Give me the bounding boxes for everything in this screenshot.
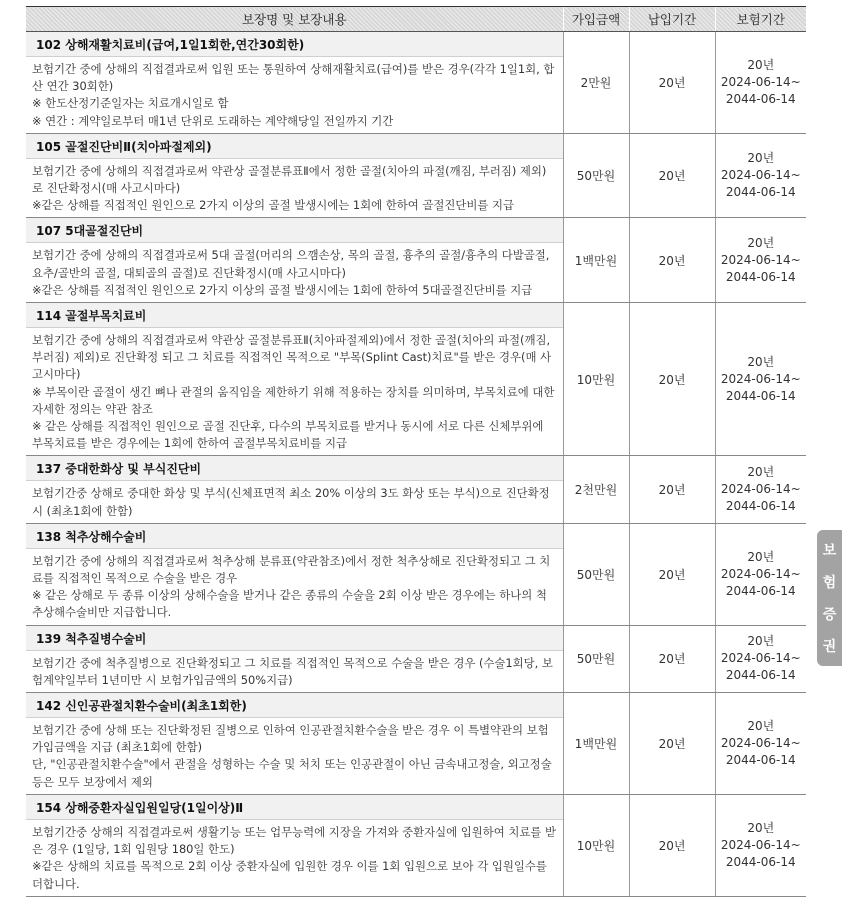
coverage-detail-line: 보험기간중 상해로 중대한 화상 및 부식(신체표면적 최소 20% 이상의 3도 화상 또는 부식)으로 진단확정	[32, 486, 550, 501]
header-amount: 가입금액	[563, 7, 629, 32]
coverage-title: 114 골절부목치료비	[26, 303, 563, 328]
side-tab-char: 증	[822, 607, 837, 623]
coverage-period-start: 2024-06-14~	[720, 482, 801, 497]
payment-period-cell: 20년	[629, 456, 715, 523]
amount-cell: 50만원	[563, 133, 629, 218]
coverage-detail-line: 더합니다.	[32, 876, 80, 891]
coverage-period-cell	[715, 456, 806, 523]
amount-cell: 10만원	[563, 303, 629, 456]
table-row	[26, 693, 806, 795]
side-tab-insurance-policy[interactable]	[817, 530, 842, 666]
coverage-title: 139 척추질병수술비	[26, 626, 563, 651]
coverage-detail-line: 은 경우 (1일당, 1회 입원당 180일 한도)	[32, 842, 235, 857]
coverage-period-years: 20년	[747, 151, 775, 166]
coverage-detail-line: 시 (최초1회에 한함)	[32, 503, 133, 518]
coverage-title: 154 상해중환자실입원일당(1일이상)Ⅱ	[26, 795, 563, 820]
coverage-detail-line: 부목치료를 받은 경우에는 1회에 한하여 골절부목치료비를 지급	[32, 436, 348, 451]
coverage-period-end: 2044-06-14	[725, 854, 796, 869]
coverage-detail	[26, 549, 563, 625]
coverage-period-cell	[715, 133, 806, 218]
coverage-detail-line: 산 연간 30회한)	[32, 79, 114, 94]
coverage-period-start: 2024-06-14~	[720, 168, 801, 183]
coverage-period-start: 2024-06-14~	[720, 651, 801, 666]
payment-period-cell: 20년	[629, 32, 715, 134]
coverage-title: 142 신인공관절치환수술비(최초1회한)	[26, 693, 563, 718]
coverage-period-years: 20년	[747, 235, 775, 250]
coverage-detail	[26, 481, 563, 522]
table-row	[26, 794, 806, 896]
coverage-period-end: 2044-06-14	[725, 388, 796, 403]
amount-cell: 50만원	[563, 625, 629, 692]
amount-cell: 1백만원	[563, 693, 629, 795]
coverage-detail	[26, 243, 563, 302]
coverage-detail-line: ※같은 상해를 직접적인 원인으로 2가지 이상의 골절 발생시에는 1회에 한하여 5대골절진단비를 지급	[32, 282, 533, 297]
table-row	[26, 523, 806, 625]
coverage-description-cell	[26, 523, 563, 625]
coverage-title: 107 5대골절진단비	[26, 218, 563, 243]
coverage-detail-line: 로 진단확정시(매 사고시마다)	[32, 181, 181, 196]
coverage-title: 105 골절진단비Ⅱ(치아파절제외)	[26, 134, 563, 159]
coverage-description-cell	[26, 303, 563, 456]
coverage-detail-line: 요추/골반의 골절, 대퇴골의 골절)로 진단확정시(매 사고시마다)	[32, 265, 346, 280]
coverage-detail-line: ※ 같은 상해를 직접적인 원인으로 골절 진단후, 다수의 부목치료를 받거나 동시에 서로 다른 신체부위에	[32, 419, 544, 434]
coverage-detail-line: ※ 한도산정기준일자는 치료개시일로 함	[32, 96, 229, 111]
table-row	[26, 32, 806, 134]
table-row	[26, 218, 806, 303]
coverage-period-start: 2024-06-14~	[720, 74, 801, 89]
coverage-detail-line: 추상해수술비만 지급합니다.	[32, 605, 172, 620]
amount-cell: 50만원	[563, 523, 629, 625]
coverage-detail-line: 험계약일부터 1년미만 시 보험가입금액의 50%지급)	[32, 672, 293, 687]
coverage-period-end: 2044-06-14	[725, 185, 796, 200]
coverage-detail-line: ※ 연간 : 계약일로부터 매1년 단위로 도래하는 계약해당일 전일까지 기간	[32, 113, 394, 128]
coverage-period-end: 2044-06-14	[725, 269, 796, 284]
coverage-description-cell	[26, 625, 563, 692]
coverage-title: 138 척추상해수술비	[26, 524, 563, 549]
coverage-detail-line: ※같은 상해를 직접적인 원인으로 2가지 이상의 골절 발생시에는 1회에 한하여 골절진단비를 지급	[32, 198, 514, 213]
coverage-detail-line: 등은 모두 보장에서 제외	[32, 774, 153, 789]
side-tab-char: 권	[822, 639, 837, 655]
amount-cell: 1백만원	[563, 218, 629, 303]
coverage-period-years: 20년	[747, 718, 775, 733]
payment-period-cell: 20년	[629, 693, 715, 795]
coverage-description-cell	[26, 456, 563, 523]
coverage-detail-line: 보험기간 중에 척추질병으로 진단확정되고 그 치료를 직접적인 목적으로 수술을 받은 경우 (수술1회당, 보	[32, 655, 553, 670]
side-tab-char: 보	[822, 543, 837, 559]
coverage-detail-line: 보험기간 중에 상해의 직접결과로써 입원 또는 통원하여 상해재활치료(급여)를 받은 경우(각각 1일1회, 합	[32, 62, 555, 76]
coverage-period-cell	[715, 218, 806, 303]
coverage-description-cell	[26, 693, 563, 795]
table-row	[26, 625, 806, 692]
coverage-detail-line: 가입금액을 지급 (최초1회에 한함)	[32, 740, 203, 755]
coverage-period-start: 2024-06-14~	[720, 371, 801, 386]
coverage-title: 137 중대한화상 및 부식진단비	[26, 456, 563, 481]
payment-period-cell: 20년	[629, 133, 715, 218]
coverage-detail-line: 부러짐) 제외)로 진단확정 되고 그 치료를 직접적인 목적으로 "부목(Splint Cast)치료"를 받은 경우(매 사	[32, 350, 552, 365]
coverage-detail	[26, 820, 563, 896]
coverage-period-start: 2024-06-14~	[720, 837, 801, 852]
coverage-period-years: 20년	[747, 549, 775, 564]
table-row	[26, 456, 806, 523]
amount-cell: 10만원	[563, 794, 629, 896]
coverage-period-start: 2024-06-14~	[720, 735, 801, 750]
table-row	[26, 303, 806, 456]
coverage-title: 102 상해재활치료비(급여,1일1회한,연간30회한)	[26, 32, 563, 57]
coverage-detail-line: 료를 직접적인 목적으로 수술을 받은 경우	[32, 571, 238, 586]
header-payment-period: 납입기간	[629, 7, 715, 32]
coverage-detail	[26, 159, 563, 218]
payment-period-cell: 20년	[629, 523, 715, 625]
coverage-detail	[26, 328, 563, 455]
coverage-detail-line: ※ 같은 상해로 두 종류 이상의 상해수술을 받거나 같은 종류의 수술을 2회 이상 받은 경우에는 하나의 척	[32, 588, 547, 603]
coverage-period-end: 2044-06-14	[725, 583, 796, 598]
coverage-period-cell	[715, 523, 806, 625]
side-tab-char: 험	[822, 575, 837, 591]
coverage-period-cell	[715, 794, 806, 896]
coverage-detail-line: 보험기간 중에 상해의 직접결과로써 척추상해 분류표(약관참조)에서 정한 척추상해로 진단확정되고 그 치	[32, 553, 551, 568]
coverage-description-cell	[26, 794, 563, 896]
coverage-detail	[26, 57, 563, 133]
coverage-description-cell	[26, 32, 563, 134]
amount-cell: 2천만원	[563, 456, 629, 523]
amount-cell: 2만원	[563, 32, 629, 134]
payment-period-cell: 20년	[629, 794, 715, 896]
coverage-period-years: 20년	[747, 820, 775, 835]
coverage-detail-line: ※ 부목이란 골절이 생긴 뼈나 관절의 움직임을 제한하기 위해 적용하는 장치를 의미하며, 부목치료에 대한	[32, 384, 555, 399]
coverage-period-years: 20년	[747, 634, 775, 649]
coverage-detail-line: 단, "인공관절치환수술"에서 관절을 성형하는 수술 및 처치 또는 인공관절이 아닌 금속내고정술, 외고정술	[32, 757, 552, 772]
coverage-period-end: 2044-06-14	[725, 752, 796, 767]
coverage-period-years: 20년	[747, 57, 775, 72]
table-body	[26, 32, 806, 897]
coverage-period-cell	[715, 693, 806, 795]
payment-period-cell: 20년	[629, 303, 715, 456]
table-row	[26, 133, 806, 218]
coverage-period-start: 2024-06-14~	[720, 252, 801, 267]
coverage-description-cell	[26, 133, 563, 218]
header-coverage-period: 보험기간	[715, 7, 806, 32]
coverage-period-cell	[715, 625, 806, 692]
coverage-detail	[26, 651, 563, 692]
coverage-period-years: 20년	[747, 354, 775, 369]
payment-period-cell: 20년	[629, 218, 715, 303]
coverage-detail	[26, 718, 563, 794]
coverage-period-cell	[715, 32, 806, 134]
payment-period-cell: 20년	[629, 625, 715, 692]
coverage-detail-line: 자세한 정의는 약관 참조	[32, 401, 153, 416]
coverage-detail-line: 보험기간 중에 상해의 직접결과로써 약관상 골절분류표Ⅱ에서 정한 골절(치아의 파절(깨짐, 부러짐) 제외)	[32, 163, 547, 178]
coverage-period-start: 2024-06-14~	[720, 566, 801, 581]
coverage-detail-line: 보험기간 중에 상해 또는 진단확정된 질병으로 인하여 인공관절치환수술을 받은 경우 이 특별약관의 보험	[32, 723, 549, 738]
coverage-description-cell	[26, 218, 563, 303]
header-row	[26, 7, 806, 32]
coverage-detail-line: 보험기간 중에 상해의 직접결과로써 약관상 골절분류표Ⅱ(치아파절제외)에서 정한 골절(치아의 파절(깨짐,	[32, 333, 551, 348]
coverage-table	[26, 6, 806, 897]
coverage-period-end: 2044-06-14	[725, 668, 796, 683]
coverage-period-end: 2044-06-14	[725, 499, 796, 514]
coverage-period-years: 20년	[747, 465, 775, 480]
coverage-detail-line: 보험기간중 상해의 직접결과로써 생활기능 또는 업무능력에 지장을 가져와 중환자실에 입원하여 치료를 받	[32, 824, 556, 839]
coverage-period-end: 2044-06-14	[725, 91, 796, 106]
header-coverage-name: 보장명 및 보장내용	[26, 7, 563, 32]
coverage-detail-line: 보험기간 중에 상해의 직접결과로써 5대 골절(머리의 으깸손상, 목의 골절, 흉추의 골절/흉추의 다발골절,	[32, 248, 550, 263]
coverage-detail-line: ※같은 상해의 치료를 목적으로 2회 이상 중환자실에 입원한 경우 이를 1회 입원으로 보아 각 입원일수를	[32, 859, 547, 874]
coverage-period-cell	[715, 303, 806, 456]
coverage-detail-line: 고시마다)	[32, 367, 81, 382]
